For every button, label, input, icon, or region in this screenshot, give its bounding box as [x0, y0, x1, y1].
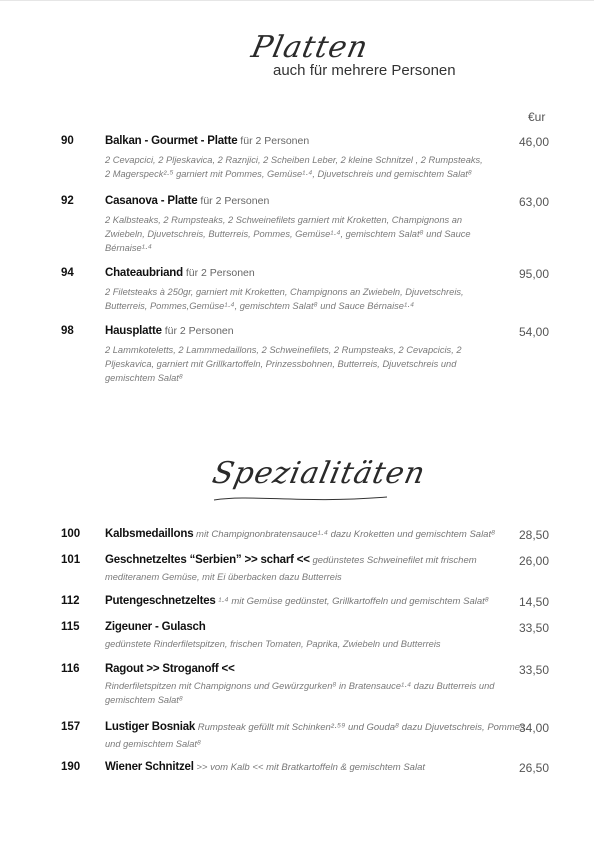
item-description [105, 737, 480, 751]
top-rule [0, 0, 594, 1]
item-number: 100 [61, 528, 81, 540]
item-price: 54,00 [518, 325, 549, 339]
item-note: gedünstetes Schweinefilet mit frischem [309, 555, 477, 566]
item-description [105, 153, 483, 181]
item-name: Casanova - Platte [105, 195, 198, 207]
item-number: 90 [61, 135, 74, 147]
description-line: 2 Filetsteaks à 250gr, garniert mit Kroketten, Champignons an Zwiebeln, Djuvetschreis, [105, 287, 464, 297]
item-number: 112 [61, 595, 80, 607]
item-name: Wiener Schnitzel [105, 761, 194, 773]
item-title-line [105, 663, 235, 675]
item-number: 115 [61, 621, 80, 633]
item-number: 116 [61, 663, 80, 675]
item-number: 190 [61, 761, 81, 773]
item-number: 98 [61, 325, 74, 337]
currency-label: €ur [528, 110, 546, 124]
description-line: 2 Lammkoteletts, 2 Lammmedaillons, 2 Schweinefilets, 2 Rumpsteaks, 2 Cevapcicis, 2 [105, 345, 462, 355]
item-price: 26,50 [518, 761, 549, 775]
spezialitaeten-heading: Spezialitäten [209, 456, 429, 491]
description-line: 2 Cevapcici, 2 Pljeskavica, 2 Raznjici, 2 Scheiben Leber, 2 kleine Schnitzel , 2 Rumpsteaks, [105, 155, 483, 165]
item-note: für 2 Personen [182, 267, 255, 279]
item-name: Putengeschnetzeltes [105, 595, 216, 607]
item-title-line [105, 621, 206, 633]
item-title-line [105, 325, 234, 337]
item-name: Ragout >> Stroganoff << [105, 663, 235, 675]
item-name: Geschnetzeltes “Serbien” >> scharf << [105, 554, 310, 566]
item-description [105, 285, 480, 313]
description-line: 2 Magerspeck²·⁵ garniert mit Pommes, Gemüse¹·⁴, Djuvetschreis und gemischtem Salat⁸ [105, 169, 472, 179]
item-price: 33,50 [518, 621, 549, 635]
item-price: 95,00 [518, 267, 549, 281]
item-name: Lustiger Bosniak [105, 721, 196, 733]
description-line: mediteranem Gemüse, mit Ei überbacken dazu Butterreis [105, 572, 342, 582]
description-line: gedünstete Rinderfiletspitzen, frischen Tomaten, Paprika, Zwiebeln und Butterreis [105, 639, 441, 649]
item-title-line [105, 554, 477, 566]
platten-subheading: auch für mehrere Personen [273, 62, 456, 79]
item-price: 63,00 [518, 195, 549, 209]
item-title-line [105, 528, 495, 540]
item-price: 46,00 [518, 135, 549, 149]
item-description [105, 570, 480, 584]
description-line: Rinderfiletspitzen mit Champignons und Gewürzgurken⁸ in Bratensauce¹·⁴ dazu Butterreis und [105, 681, 495, 691]
item-name: Chateaubriand [105, 267, 183, 279]
description-line: 2 Kalbsteaks, 2 Rumpsteaks, 2 Schweinefilets garniert mit Kroketten, Champignons an [105, 215, 463, 225]
item-title-line [105, 595, 489, 607]
item-price: 33,50 [518, 663, 549, 677]
description-line: gemischtem Salat⁸ [105, 695, 183, 705]
item-name: Balkan - Gourmet - Platte [105, 135, 238, 147]
item-note: für 2 Personen [237, 135, 310, 147]
item-note: >> vom Kalb << mit Bratkartoffeln & gemischtem Salat [193, 762, 425, 773]
item-description [105, 637, 480, 651]
item-number: 157 [61, 721, 81, 733]
item-title-line [105, 267, 255, 279]
item-price: 26,00 [518, 554, 549, 568]
item-description [105, 213, 480, 255]
item-title-line [105, 135, 309, 147]
item-number: 92 [61, 195, 74, 207]
item-title-line [105, 761, 425, 773]
item-note: mit Champignonbratensauce¹·⁴ dazu Kroketten und gemischtem Salat⁸ [193, 529, 496, 540]
item-name: Zigeuner - Gulasch [105, 621, 206, 633]
item-description [105, 679, 495, 707]
item-note: für 2 Personen [161, 325, 234, 337]
platten-heading: Platten [248, 30, 372, 65]
description-line: Butterreis, Pommes,Gemüse¹·⁴, gemischtem Salat⁸ und Sauce Bérnaise¹·⁴ [105, 301, 415, 311]
item-title-line [105, 195, 269, 207]
item-price: 28,50 [518, 528, 549, 542]
description-line: gemischtem Salat⁸ [105, 373, 183, 383]
item-name: Hausplatte [105, 325, 162, 337]
item-name: Kalbsmedaillons [105, 528, 194, 540]
description-line: und gemischtem Salat⁸ [105, 739, 202, 749]
item-note: ¹·⁴ mit Gemüse gedünstet, Grillkartoffeln und gemischtem Salat⁸ [215, 596, 489, 607]
item-description [105, 343, 480, 385]
item-price: 14,50 [518, 595, 549, 609]
item-title-line [105, 721, 525, 733]
description-line: Bérnaise¹·⁴ [105, 243, 152, 253]
item-note: für 2 Personen [197, 195, 270, 207]
item-number: 101 [61, 554, 81, 566]
description-line: Zwiebeln, Djuvetschreis, Butterreis, Pommes, Gemüse¹·⁴, gemischtem Salat⁸ und Sauce [105, 229, 471, 239]
item-price: 34,00 [518, 721, 549, 735]
heading-flourish [212, 492, 392, 506]
item-number: 94 [61, 267, 74, 279]
description-line: Pljeskavica, garniert mit Grillkartoffeln, Prinzessbohnen, Butterreis, Djuvetschreis und [105, 359, 457, 369]
item-note: Rumpsteak gefüllt mit Schinken²·⁵⁹ und Gouda⁸ dazu Djuvetschreis, Pommes [195, 722, 525, 733]
